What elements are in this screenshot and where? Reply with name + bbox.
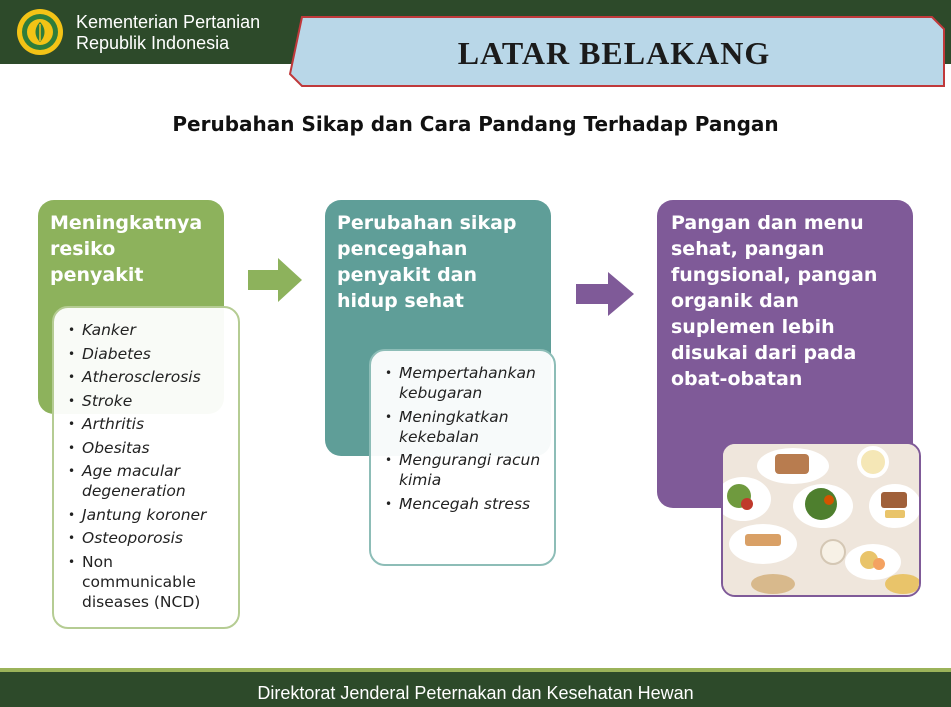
list-item: • Osteoporosis [68, 528, 230, 548]
list-item: • Jantung koroner [68, 505, 230, 525]
arrow-right-icon [248, 258, 304, 302]
list-item: • Obesitas [68, 438, 230, 458]
list-item: • Diabetes [68, 344, 230, 364]
list-item: • Atherosclerosis [68, 367, 230, 387]
arrow-right-icon [576, 272, 636, 316]
food-box-title: Pangan dan menu sehat, pangan fungsional, pangan organik dan suplemen lebih disukai dari pada obat-obatan [671, 212, 878, 390]
organization-line-1: Kementerian Pertanian [76, 12, 261, 32]
attitude-actions-card [369, 349, 556, 566]
list-item: • Meningkatkan kekebalan [385, 407, 546, 447]
list-item: • Mengurangi racun kimia [385, 450, 546, 490]
risk-box-title: Meningkatnya resiko penyakit [50, 212, 203, 286]
list-item: • Age macular degeneration [68, 461, 230, 501]
list-item: • Mencegah stress [385, 494, 546, 514]
organization-name [76, 12, 260, 54]
organization-line-2: Republik Indonesia [76, 33, 230, 53]
list-item: • Mempertahankan kebugaran [385, 363, 546, 403]
list-item: • Arthritis [68, 414, 230, 434]
healthy-food-photo [721, 442, 921, 597]
risk-diseases-card [52, 306, 240, 629]
attitude-box-title: Perubahan sikap pencegahan penyakit dan hidup sehat [337, 212, 517, 312]
disease-list [68, 320, 230, 612]
footer-stripe [0, 668, 951, 672]
page-title: LATAR BELAKANG [457, 35, 771, 71]
footer-text: Direktorat Jenderal Peternakan dan Kesehatan Hewan [257, 683, 694, 703]
action-list [385, 363, 546, 514]
list-item: • Stroke [68, 391, 230, 411]
page-subtitle: Perubahan Sikap dan Cara Pandang Terhadap Pangan [172, 112, 779, 136]
list-item: • Non communicable diseases (NCD) [68, 552, 230, 612]
ministry-emblem-icon [16, 8, 64, 56]
list-item: • Kanker [68, 320, 230, 340]
